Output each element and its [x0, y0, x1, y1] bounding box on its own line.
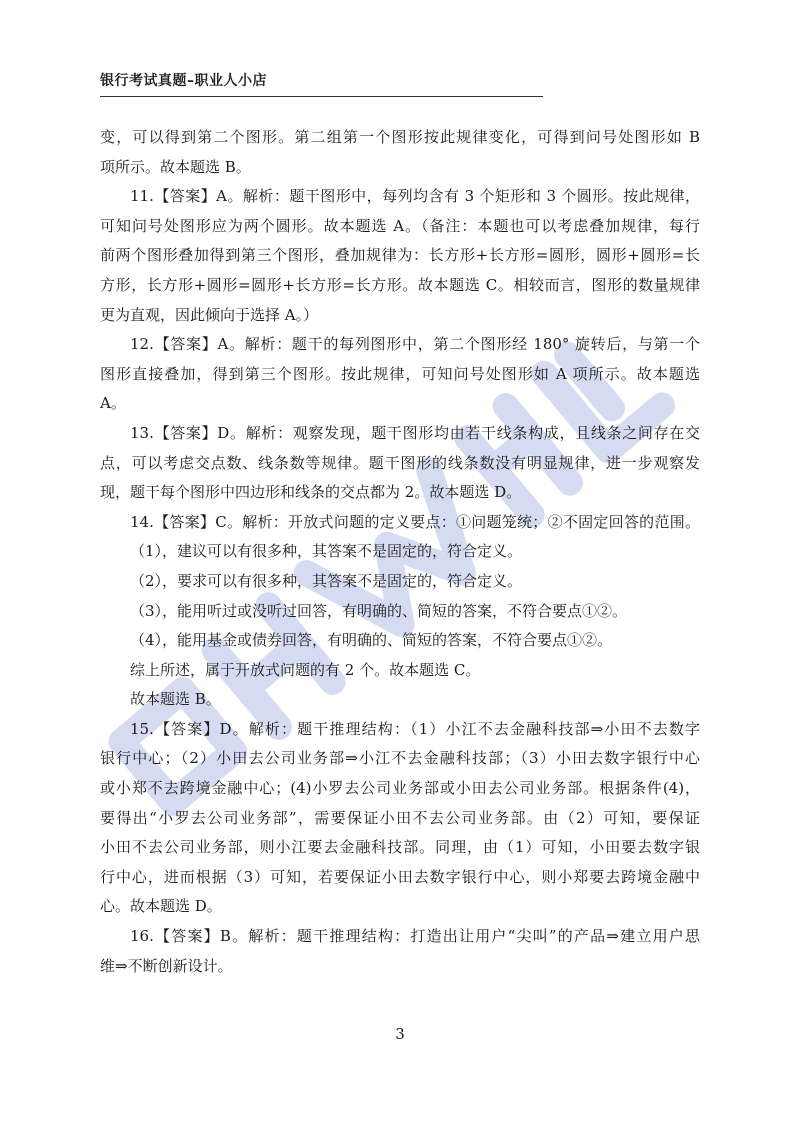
document-body	[100, 123, 700, 981]
text-line: （2），要求可以有很多种，其答案不是固定的，符合定义。	[130, 571, 523, 590]
page-number: 3	[395, 1025, 405, 1043]
text-line: 现，题干每个图形中四边形和线条的交点都为 2。故本题选 D。	[100, 483, 522, 502]
text-line: 图形直接叠加，得到第三个图形。按此规律，可知问号处图形如 A 项所示。故本题选	[100, 364, 700, 383]
text-line: 行中心，进而根据（3）可知，若要保证小田去数字银行中心，则小郑要去跨境金融中	[100, 867, 700, 886]
text-line: 前两个图形叠加得到第三个图形，叠加规律为：长方形+长方形=圆形，圆形+圆形=长	[100, 246, 700, 265]
text-line: 银行中心；（2）小田去公司业务部⇒小江不去金融科技部；（3）小田去数字银行中心	[100, 749, 700, 768]
text-line: 14.【答案】C。解析：开放式问题的定义要点：①问题笼统；②不固定回答的范围。	[130, 512, 700, 531]
page-header	[100, 70, 543, 97]
text-line: 综上所述，属于开放式问题的有 2 个。故本题选 C。	[130, 660, 481, 679]
text-line: 13.【答案】D。解析：观察发现，题干图形均由若干线条构成，且线条之间存在交	[130, 423, 700, 442]
text-line: 故本题选 B。	[130, 690, 221, 709]
text-line: （3），能用听过或没听过回答，有明确的、简短的答案，不符合要点①②。	[130, 601, 628, 620]
text-line: 更为直观，因此倾向于选择 A。）	[100, 305, 319, 324]
header-title: 银行考试真题–职业人小店	[100, 73, 267, 89]
text-line: 小田不去公司业务部，则小江要去金融科技部。同理，由（1）可知，小田要去数字银	[100, 838, 700, 857]
text-line: （4），能用基金或债券回答，有明确的、简短的答案，不符合要点①②。	[130, 631, 613, 650]
text-line: 变，可以得到第二个图形。第二组第一个图形按此规律变化，可得到问号处图形如 B	[100, 128, 700, 146]
text-line: 心。故本题选 D。	[100, 897, 222, 916]
text-line: 方形，长方形+圆形=圆形+长方形=长方形。故本题选 C。相较而言，图形的数量规律	[100, 275, 700, 294]
text-line: 要得出“小罗去公司业务部”，需要保证小田不去公司业务部。由（2）可知，要保证	[100, 808, 700, 827]
text-line: （1），建议可以有很多种，其答案不是固定的，符合定义。	[130, 542, 523, 561]
text-line: 15.【答案】D。解析：题干推理结构：（1）小江不去金融科技部⇒小田不去数字	[130, 719, 700, 738]
text-line: 项所示。故本题选 B。	[100, 157, 251, 176]
text-line: 点，可以考虑交点数、线条数等规律。题干图形的线条数没有明显规律，进一步观察发	[100, 453, 700, 472]
text-line: 12.【答案】A。解析：题干的每列图形中，第二个图形经 180° 旋转后，与第一个	[130, 335, 700, 354]
text-line: 可知问号处图形应为两个圆形。故本题选 A。（备注：本题也可以考虑叠加规律，每行	[100, 216, 700, 235]
text-line: 16.【答案】B。解析：题干推理结构：打造出让用户“尖叫”的产品⇒建立用户思	[130, 927, 700, 946]
text-line: 或小郑不去跨境金融中心；(4)小罗去公司业务部或小田去公司业务部。根据条件(4)，	[100, 779, 700, 798]
text-line: 11.【答案】A。解析：题干图形中，每列均含有 3 个矩形和 3 个圆形。按此规律，	[130, 187, 700, 206]
text-line: 维⇒不断创新设计。	[100, 956, 233, 975]
text-line: A。	[100, 394, 126, 413]
